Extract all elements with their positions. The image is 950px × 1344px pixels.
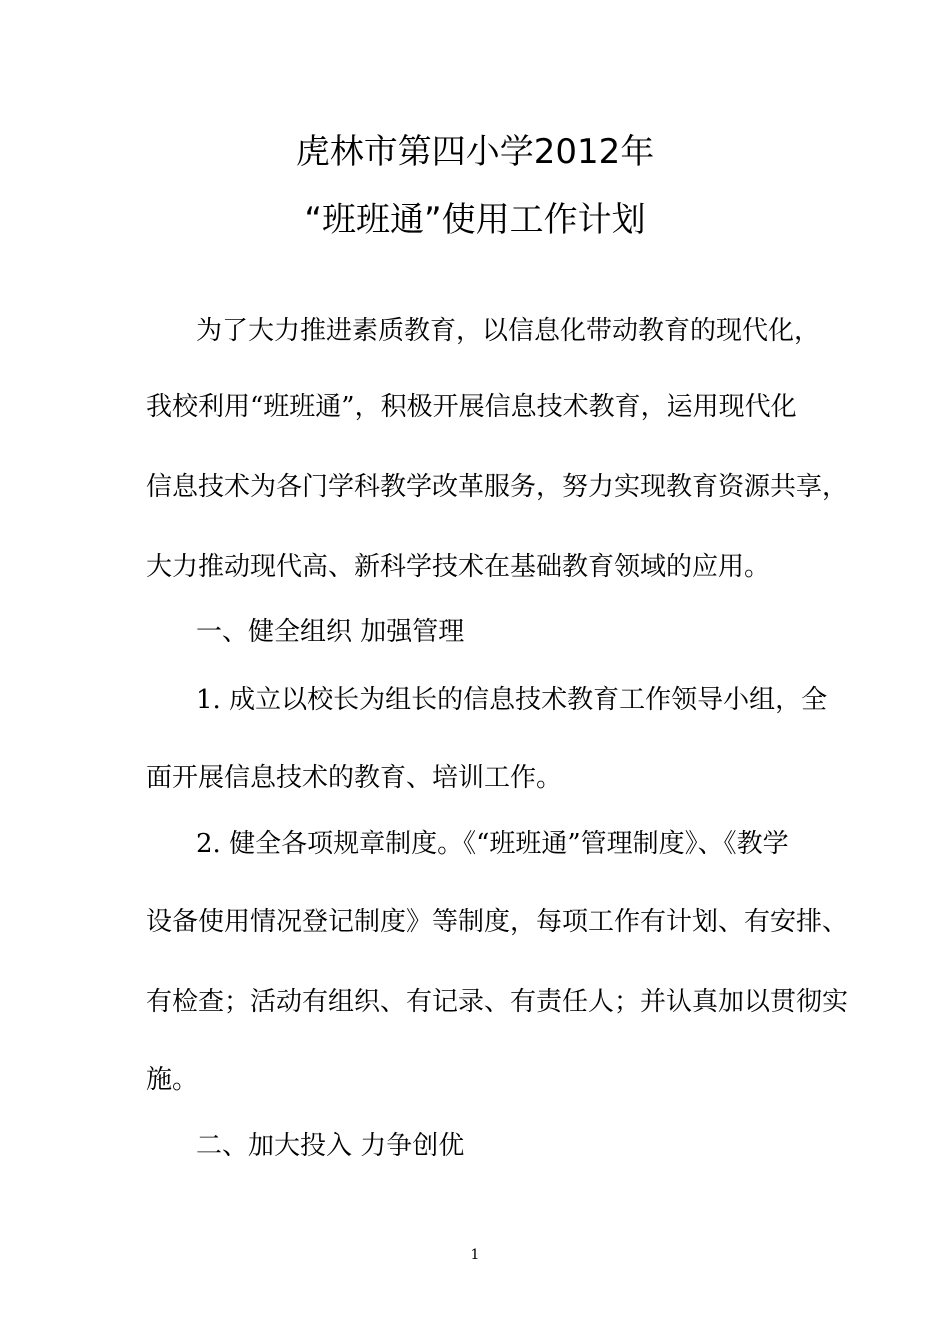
- intro-line-1: 为了大力推进素质教育，以信息化带动教育的现代化，: [196, 316, 821, 346]
- page-number: 1: [470, 1247, 480, 1263]
- intro-line-4: 大力推动现代高、新科学技术在基础教育领域的应用。: [146, 552, 771, 582]
- document-title-line-2: “班班通”使用工作计划: [304, 200, 646, 240]
- intro-line-2: 我校利用“班班通”，积极开展信息技术教育，运用现代化: [146, 392, 797, 422]
- item-2-line-3: 有检查；活动有组织、有记录、有责任人；并认真加以贯彻实: [146, 987, 849, 1017]
- item-2-line-2: 设备使用情况登记制度》等制度，每项工作有计划、有安排、: [146, 907, 849, 937]
- item-2-line-1: 2. 健全各项规章制度。《“班班通”管理制度》、《教学: [196, 829, 789, 859]
- section-heading-2: 二、加大投入 力争创优: [196, 1131, 465, 1161]
- section-heading-1: 一、健全组织 加强管理: [196, 617, 465, 647]
- document-title-line-1: 虎林市第四小学2012年: [295, 132, 655, 172]
- item-2-line-4: 施。: [146, 1065, 199, 1095]
- item-1-line-2: 面开展信息技术的教育、培训工作。: [146, 763, 563, 793]
- intro-line-3: 信息技术为各门学科教学改革服务，努力实现教育资源共享，: [146, 472, 849, 502]
- item-1-line-1: 1. 成立以校长为组长的信息技术教育工作领导小组，全: [196, 685, 828, 715]
